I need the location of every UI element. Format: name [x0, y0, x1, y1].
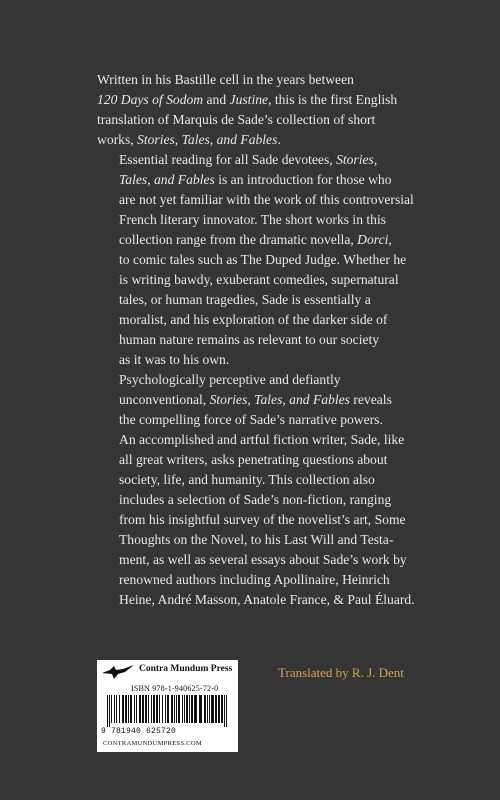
blurb-line: [97, 90, 457, 110]
barcode-bar: [194, 695, 197, 723]
text-run: tales, or human tragedies, Sade is essentially a: [119, 292, 371, 307]
blurb-line: [97, 530, 457, 550]
italic-title-text: 120 Days of Sodom: [97, 92, 204, 107]
text-run: , this is the first English: [268, 92, 398, 107]
blurb-line: [97, 570, 457, 590]
barcode-bar: [134, 695, 135, 723]
text-run: unconventional,: [119, 392, 210, 407]
blurb-line: [97, 290, 457, 310]
text-run: Psychologically perceptive and defiantly: [119, 372, 341, 387]
italic-title-text: Tales, and Fables: [119, 172, 215, 187]
isbn-barcode-box: [97, 660, 238, 752]
isbn-text: ISBN 978-1-940625-72-0: [131, 684, 219, 693]
publisher-website: CONTRAMUNDUMPRESS.COM: [103, 740, 202, 747]
italic-title-text: Stories, Tales, and Fables: [137, 132, 278, 147]
blurb-paragraph-1: [97, 70, 457, 150]
barcode-bar: [209, 695, 210, 723]
blurb-line: [97, 470, 457, 490]
barcode-bar: [199, 695, 202, 723]
barcode-number: 9 781940 625720: [101, 727, 177, 736]
publisher-row: [101, 663, 236, 681]
blurb-line: [97, 190, 457, 210]
blurb-line: [97, 450, 457, 470]
text-run: is writing bawdy, exuberant comedies, supernatural: [119, 272, 399, 287]
barcode-bar: [148, 695, 149, 723]
text-run: all great writers, asks penetrating questions about: [119, 452, 388, 467]
blurb-line: [97, 330, 457, 350]
barcode-bar: [218, 695, 220, 723]
text-run: Essential reading for all Sade devotees,: [119, 152, 337, 167]
blurb-line: [97, 310, 457, 330]
blurb-line: [97, 550, 457, 570]
barcode-bar: [221, 695, 223, 723]
italic-title-text: Justine: [229, 92, 269, 107]
text-run: ment, as well as several essays about Sade’s work by: [119, 552, 407, 567]
blurb-line: [97, 510, 457, 530]
barcode-bar: [191, 695, 193, 723]
barcode-bar: [184, 695, 185, 723]
text-run: society, life, and humanity. This collection also: [119, 472, 375, 487]
blurb-line: [97, 170, 457, 190]
publisher-bird-logo-icon: [101, 664, 135, 680]
barcode-bar: [139, 695, 141, 723]
blurb-paragraph-3: [97, 370, 457, 610]
text-run: renowned authors including Apollinaire, Heinrich: [119, 572, 390, 587]
text-run: the compelling force of Sade’s narrative powers.: [119, 412, 383, 427]
barcode-bar: [116, 695, 117, 723]
barcode-bar: [182, 695, 183, 723]
text-run: An accomplished and artful fiction writer, Sade, like: [119, 432, 405, 447]
publisher-name: Contra Mundum Press: [139, 664, 233, 674]
text-run: collection range from the dramatic novella,: [119, 232, 358, 247]
italic-title-text: Stories, Tales, and Fables: [209, 392, 350, 407]
italic-title-text: Stories,: [336, 152, 378, 167]
text-run: from his insightful survey of the novelist’s art, Some: [119, 512, 406, 527]
blurb-line: [97, 250, 457, 270]
text-run: are not yet familiar with the work of this controversial: [119, 192, 414, 207]
barcode-graphic: [105, 695, 230, 727]
barcode-bar: [211, 695, 214, 723]
text-run: works,: [97, 132, 138, 147]
blurb-line: [97, 230, 457, 250]
text-run: Heine, André Masson, Anatole France, & Paul Éluard.: [119, 592, 415, 607]
blurb-line: [97, 130, 457, 150]
barcode-bar: [174, 695, 175, 723]
blurb-line: [97, 370, 457, 390]
blurb-line: [97, 390, 457, 410]
barcode-bar: [178, 695, 180, 723]
barcode-bar: [114, 695, 115, 723]
barcode-bar: [142, 695, 144, 723]
blurb-line: [97, 150, 457, 170]
barcode-bar: [122, 695, 124, 723]
blurb-line: [97, 110, 457, 130]
barcode-bar: [156, 695, 158, 723]
blurb-paragraph-2: [97, 150, 457, 370]
blurb-line: [97, 350, 457, 370]
barcode-bar: [186, 695, 188, 723]
barcode-bar: [204, 695, 206, 723]
italic-title-text: Dorci: [357, 232, 389, 247]
blurb-line: [97, 270, 457, 290]
blurb-line: [97, 70, 457, 90]
barcode-bar: [189, 695, 190, 723]
barcode-guard-bar: [109, 695, 110, 727]
text-run: as it was to his own.: [119, 352, 230, 367]
barcode-bar: [125, 695, 127, 723]
text-run: French literary innovator. The short works in this: [119, 212, 387, 227]
text-run: includes a selection of Sade’s non-fiction, ranging: [119, 492, 392, 507]
translator-credit: Translated by R. J. Dent: [278, 665, 404, 680]
barcode-bar: [111, 695, 112, 723]
back-cover-blurb: [97, 70, 457, 610]
blurb-line: [97, 410, 457, 430]
blurb-line: [97, 430, 457, 450]
barcode-bar: [207, 695, 208, 723]
barcode-bar: [215, 695, 217, 723]
barcode-bar: [119, 695, 120, 723]
text-run: Thoughts on the Novel, to his Last Will and Testa-: [119, 532, 394, 547]
barcode-bar: [130, 695, 132, 723]
barcode-bar: [128, 695, 129, 723]
text-run: moralist, and his exploration of the darker side of: [119, 312, 388, 327]
barcode-guard-bar: [224, 695, 225, 727]
barcode-bar: [145, 695, 147, 723]
blurb-line: [97, 590, 457, 610]
text-run: to comic tales such as The Duped Judge. Whether he: [119, 252, 407, 267]
text-run: Written in his Bastille cell in the years between: [97, 72, 354, 87]
text-run: translation of Marquis de Sade’s collection of short: [97, 112, 376, 127]
text-run: ,: [388, 232, 392, 247]
text-run: human nature remains as relevant to our society: [119, 332, 380, 347]
blurb-line: [97, 210, 457, 230]
text-run: is an introduction for those who: [214, 172, 392, 187]
barcode-guard-bar: [226, 695, 227, 727]
barcode-bar: [176, 695, 177, 723]
text-run: reveals: [349, 392, 392, 407]
barcode-bar: [165, 695, 166, 723]
barcode-bar: [167, 695, 169, 723]
blurb-line: [97, 490, 457, 510]
barcode-bar: [171, 695, 173, 723]
barcode-bar: [153, 695, 155, 723]
text-run: .: [277, 132, 281, 147]
barcode-bar: [136, 695, 137, 723]
barcode-bar: [162, 695, 163, 723]
text-run: and: [203, 92, 230, 107]
barcode-bar: [159, 695, 160, 723]
barcode-bar: [151, 695, 152, 723]
barcode-guard-bar: [107, 695, 108, 727]
